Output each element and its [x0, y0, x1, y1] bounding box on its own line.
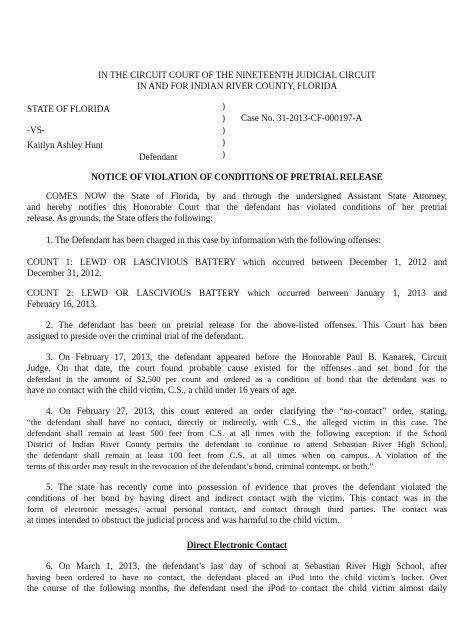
plaintiff-name: STATE OF FLORIDA: [27, 104, 110, 114]
count-1-line: December 31, 2012.: [27, 268, 102, 278]
versus-label: -VS-: [27, 125, 45, 135]
paragraph-3-line: 3. On February 17, 2013, the defendant appeared before the Honorable Paul B. Kanarek, Circuit: [46, 352, 447, 362]
paragraph-3-line: Judge. On that date, the court found probable cause existed for the offenses and set bond for the: [27, 363, 447, 373]
document-title: NOTICE OF VIOLATION OF CONDITIONS OF PRETRIAL RELEASE: [91, 172, 383, 182]
paragraph-6-line: 6. On March 1, 2013, the defendant’s last day of school at Sebastian River High School, after: [46, 561, 447, 571]
court-header-line-1: IN THE CIRCUIT COURT OF THE NINETEENTH JUDICIAL CIRCUIT: [98, 70, 376, 80]
paragraph-5-line: conditions of her bond by having direct and indirect contact with the victim. This contact was in the: [27, 493, 447, 503]
case-number: Case No. 31-2013-CF-000197-A: [241, 113, 363, 123]
defendant-name: Kaitlyn Ashley Hunt: [27, 140, 104, 150]
paragraph-3-line: defendant in the amount of $2,500 per count and ordered as a condition of bond that the defendant was to: [27, 374, 447, 384]
intro-line: and hereby notifies this Honorable Court that the defendant has violated conditions of her pretrial: [27, 202, 447, 212]
paragraph-6-line: the course of the following months, the defendant used the iPod to contact the child victim almost daily: [27, 583, 447, 593]
paragraph-4-line: “the defendant shall have no contact, directly or indirectly, with C.S., the alleged victim in this case. The: [27, 417, 447, 427]
defendant-label: Defendant: [139, 152, 178, 162]
paragraph-2-line: 2. The defendant has been on pretrial release for the above-listed offenses. This Court has been: [46, 320, 447, 330]
court-header-line-2: IN AND FOR INDIAN RIVER COUNTY, FLORIDA: [136, 81, 338, 91]
caption-paren: ): [222, 149, 226, 159]
intro-line: release. As grounds, the State offers the following:: [27, 213, 213, 223]
section-heading: Direct Electronic Contact: [186, 540, 288, 550]
paragraph-4-line: District of Indian River County permits the defendant to continue to attend Sebastian River High School,: [27, 439, 447, 449]
paragraph-1: 1. The Defendant has been charged in this case by information with the following offenses:: [46, 235, 382, 245]
paragraph-6-line: having been ordered to have no contact, the defendant placed an iPod into the child victim’s locker. Over: [27, 572, 447, 582]
paragraph-5-line: 5. The state has recently come into possession of evidence that proves the defendant violated the: [46, 482, 447, 492]
paragraph-4-line: defendant shall remain at least 500 feet from C.S. at all times with the following exception: if the School: [27, 428, 447, 438]
paragraph-4-line: the defendant shall remain at least 100 feet from C.S. at all times when on campus. A violation of the: [27, 450, 447, 460]
count-1-line: COUNT 1: LEWD OR LASCIVIOUS BATTERY which occurred between December 1, 2012 and: [27, 257, 447, 267]
caption-paren: ): [222, 101, 226, 111]
paragraph-4-line: 4. On February 27, 2013, this court entered an order clarifying the “no-contact” order, stating,: [46, 406, 447, 416]
caption-paren: ): [222, 113, 226, 123]
count-2-line: COUNT 2: LEWD OR LASCIVIOUS BATTERY which occurred between January 1, 2013 and: [27, 288, 447, 298]
caption-paren: ): [222, 137, 226, 147]
paragraph-5-line: form of electronic messages, actual personal contact, and contact through third parties. The contact was: [27, 504, 447, 514]
caption-paren: ): [222, 125, 226, 135]
paragraph-2-line: assigned to preside over the criminal trial of the defendant.: [27, 331, 244, 341]
count-2-line: February 16, 2013.: [27, 299, 97, 309]
paragraph-5-line: at times intended to obstruct the judicial process and was harmful to the child victim.: [27, 515, 340, 525]
paragraph-3-line: have no contact with the child victim, C.S., a child under 16 years of age.: [27, 385, 297, 395]
intro-line: COMES NOW the State of Florida, by and through the undersigned Assistant State Attorney,: [46, 191, 447, 201]
paragraph-4-line: terms of this order may result in the revocation of the defendant’s bond, criminal contempt, or both.”: [27, 461, 374, 471]
